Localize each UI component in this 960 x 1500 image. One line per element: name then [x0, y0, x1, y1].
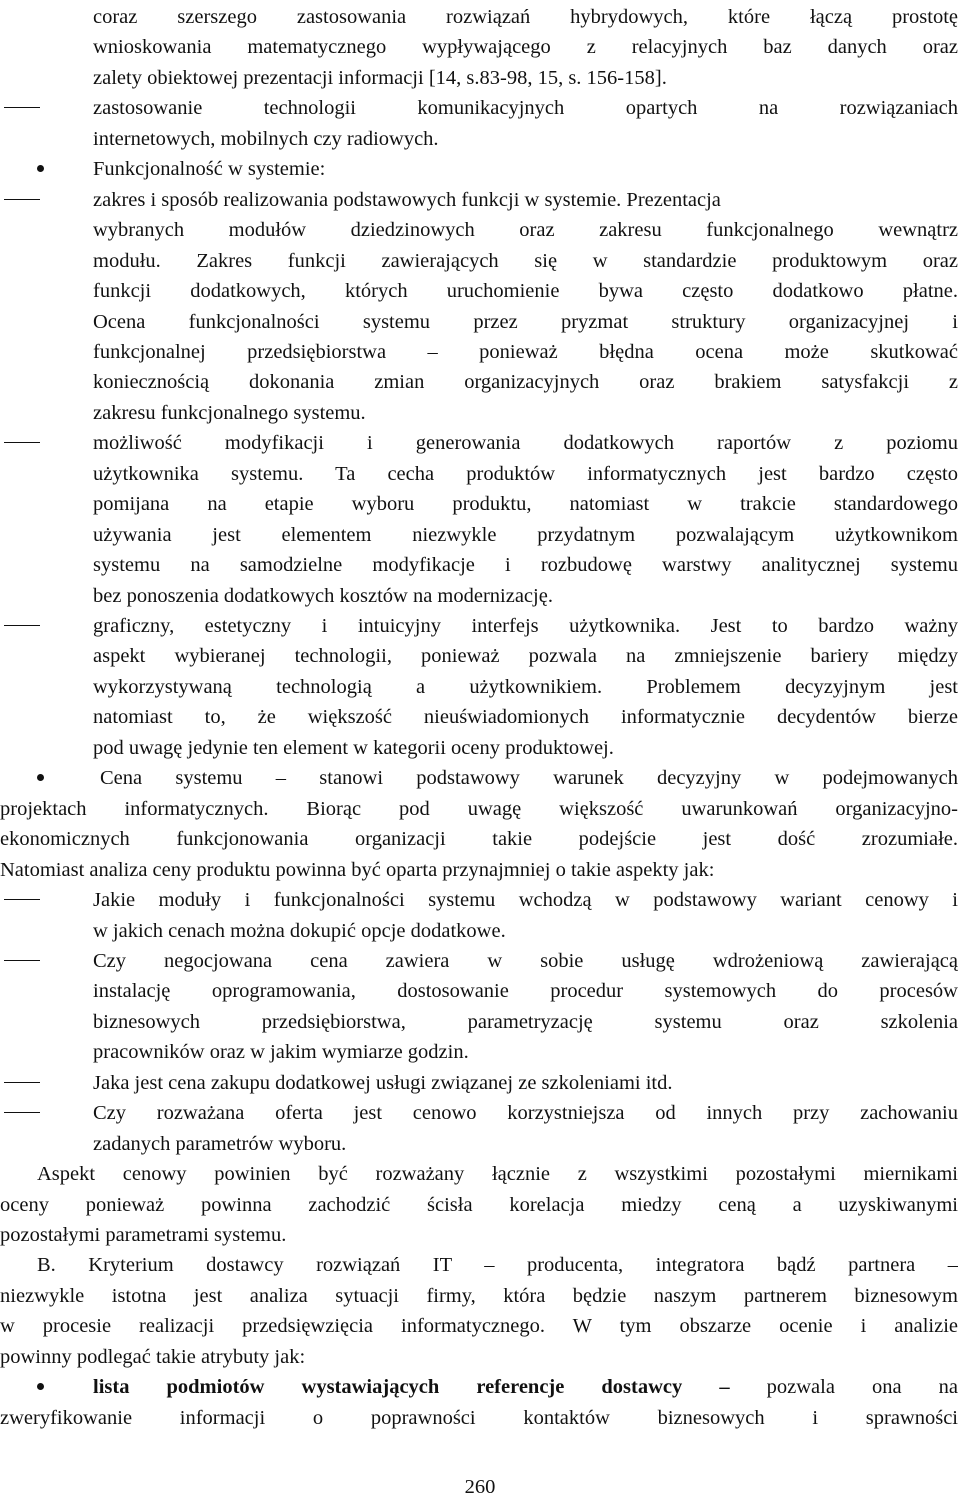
text-line [0, 641, 960, 671]
dash-bullet-icon [4, 107, 40, 108]
line-text: zastosowanie technologii komunikacyjnych opartych na rozwiązaniach [93, 97, 958, 120]
text-line [0, 1250, 960, 1280]
text-line [0, 885, 960, 915]
text-line [0, 1098, 960, 1128]
line-text: coraz szerszego zastosowania rozwiązań hybrydowych, które łączą prostotę [93, 6, 958, 28]
line-text: pracowników oraz w jakim wymiarze godzin. [93, 1041, 469, 1064]
text-line [0, 702, 960, 732]
line-text: Czy rozważana oferta jest cenowo korzystniejsza od innych przy zachowaniu [93, 1102, 958, 1125]
text-line [0, 276, 960, 306]
line-text: Ocena funkcjonalności systemu przez pryzmat struktury organizacyjnej i [93, 310, 958, 333]
text-line [0, 824, 960, 854]
text-line [0, 550, 960, 580]
text-line [0, 581, 960, 611]
line-text: w procesie realizacji przedsięwzięcia informatycznego. W tym obszarze ocenie i analizie [0, 1315, 958, 1338]
dash-bullet-icon [4, 442, 40, 443]
text-line [0, 185, 960, 215]
line-text: zalety obiektowej prezentacji informacji [14, s.83-98, 15, s. 156-158]. [93, 66, 667, 89]
text-line [0, 1220, 960, 1250]
text-line [0, 1403, 960, 1433]
line-text: graficzny, estetyczny i intuicyjny interfejs użytkownika. Jest to bardzo ważny [93, 615, 958, 637]
line-text: projektach informatycznych. Biorąc pod uwagę większość uwarunkowań organizacyjno- [0, 797, 958, 820]
line-text: zweryfikowanie informacji o poprawności kontaktów biznesowych i sprawności [0, 1406, 958, 1429]
text-line [0, 1037, 960, 1067]
text-line [0, 1159, 960, 1189]
text-line [0, 916, 960, 946]
line-text: zakres i sposób realizowania podstawowych funkcji w systemie. Prezentacja [93, 188, 721, 211]
text-line [0, 855, 960, 885]
line-text: Czy negocjowana cena zawiera w sobie usługę wdrożeniową zawierającą [93, 949, 958, 972]
line-text: możliwość modyfikacji i generowania dodatkowych raportów z poziomu [93, 432, 958, 455]
text-line [0, 672, 960, 702]
text-line [0, 794, 960, 824]
text-line [0, 428, 960, 458]
text-line [0, 154, 960, 184]
line-text: funkcji dodatkowych, których uruchomienie bywa często dodatkowo płatne. [93, 280, 958, 303]
text-line [0, 459, 960, 489]
text-line [0, 1281, 960, 1311]
line-rest: pozwala ona na [729, 1376, 958, 1399]
line-text: zadanych parametrów wyboru. [93, 1132, 347, 1155]
dash-bullet-icon [4, 1082, 40, 1083]
text-line [0, 1190, 960, 1220]
text-line [0, 367, 960, 397]
text-line [0, 946, 960, 976]
line-text: koniecznością dokonania zmian organizacyjnych oraz brakiem satysfakcji z [93, 371, 958, 394]
text-line [0, 1372, 960, 1402]
text-line [0, 337, 960, 367]
text-line [0, 1342, 960, 1372]
dash-bullet-icon [4, 960, 40, 961]
line-text: Jaka jest cena zakupu dodatkowej usługi związanej ze szkoleniami itd. [93, 1071, 673, 1094]
line-text: aspekt wybieranej technologii, ponieważ pozwala na zmniejszenie bariery między [93, 645, 958, 668]
text-line [0, 93, 960, 123]
dash-bullet-icon [4, 899, 40, 900]
line-text: pomijana na etapie wyboru produktu, natomiast w trakcie standardowego [93, 493, 958, 516]
line-text: wnioskowania matematycznego wypływającego z relacyjnych baz danych oraz [93, 36, 958, 59]
dash-bullet-icon [4, 1112, 40, 1113]
text-line [0, 307, 960, 337]
text-line [0, 520, 960, 550]
text-line [0, 976, 960, 1006]
line-text: wykorzystywaną technologią a użytkownikiem. Problemem decyzyjnym jest [93, 675, 958, 698]
text-line [0, 246, 960, 276]
line-text: użytkownika systemu. Ta cecha produktów informatycznych jest bardzo często [93, 462, 958, 485]
line-text: w jakich cenach można dokupić opcje dodatkowe. [93, 919, 506, 942]
text-line [0, 489, 960, 519]
line-text: powinny podlegać takie atrybuty jak: [0, 1345, 306, 1368]
line-text: zakresu funkcjonalnego systemu. [93, 401, 366, 424]
bullet-icon [37, 165, 44, 172]
text-line [0, 398, 960, 428]
line-text: systemu na samodzielne modyfikacje i rozbudowę warstwy analitycznej systemu [93, 554, 958, 577]
line-text: B. Kryterium dostawcy rozwiązań IT – producenta, integratora bądź partnera – [37, 1254, 958, 1277]
dash-bullet-icon [4, 625, 40, 626]
text-line [0, 1007, 960, 1037]
text-line [0, 2, 960, 32]
line-text: używania jest elementem niezwykle przydatnym pozwalającym użytkownikom [93, 523, 958, 546]
line-text: pozostałymi parametrami systemu. [0, 1224, 287, 1246]
line-text: wybranych modułów dziedzinowych oraz zakresu funkcjonalnego wewnątrz [93, 219, 958, 242]
line-text: oceny ponieważ powinna zachodzić ścisła korelacja miedzy ceną a uzyskiwanymi [0, 1193, 958, 1216]
line-text: biznesowych przedsiębiorstwa, parametryzację systemu oraz szkolenia [93, 1010, 958, 1033]
text-line [0, 763, 960, 793]
text-line [0, 32, 960, 62]
line-text: natomiast to, że większość nieuświadomionych informatycznie decydentów bierze [93, 706, 958, 729]
line-text [93, 1372, 958, 1402]
line-text: Funkcjonalność w systemie: [93, 158, 326, 181]
line-text: Jakie moduły i funkcjonalności systemu wchodzą w podstawowy wariant cenowy i [93, 889, 958, 912]
line-text: internetowych, mobilnych czy radiowych. [93, 127, 439, 150]
text-line [0, 63, 960, 93]
line-text: Aspekt cenowy powinien być rozważany łącznie z wszystkimi pozostałymi miernikami [37, 1163, 958, 1186]
text-line [0, 733, 960, 763]
line-text: modułu. Zakres funkcji zawierających się w standardzie produktowym oraz [93, 249, 958, 272]
bullet-icon [37, 774, 44, 781]
line-text: ekonomicznych funkcjonowania organizacji takie podejście jest dość zrozumiałe. [0, 828, 958, 851]
text-line [0, 1129, 960, 1159]
text-line [0, 124, 960, 154]
bullet-icon [37, 1383, 44, 1390]
dash-bullet-icon [4, 199, 40, 200]
text-line [0, 611, 960, 641]
text-line [0, 215, 960, 245]
line-text: funkcjonalnej przedsiębiorstwa – ponieważ błędna ocena może skutkować [93, 340, 958, 363]
line-text: Natomiast analiza ceny produktu powinna być oparta przynajmniej o takie aspekty jak: [0, 858, 715, 881]
page-number: 260 [464, 1476, 496, 1498]
line-text: Cena systemu – stanowi podstawowy warunek decyzyjny w podejmowanych [100, 767, 958, 790]
text-line [0, 1311, 960, 1341]
line-text: niezwykle istotna jest analiza sytuacji firmy, która będzie naszym partnerem biznesowym [0, 1284, 958, 1307]
line-text: instalację oprogramowania, dostosowanie procedur systemowych do procesów [93, 980, 958, 1003]
line-text: pod uwagę jedynie ten element w kategorii oceny produktowej. [93, 736, 614, 759]
bold-term: lista podmiotów wystawiających referencje dostawcy – [93, 1376, 730, 1399]
text-line [0, 1068, 960, 1098]
line-text: bez ponoszenia dodatkowych kosztów na modernizację. [93, 584, 553, 607]
